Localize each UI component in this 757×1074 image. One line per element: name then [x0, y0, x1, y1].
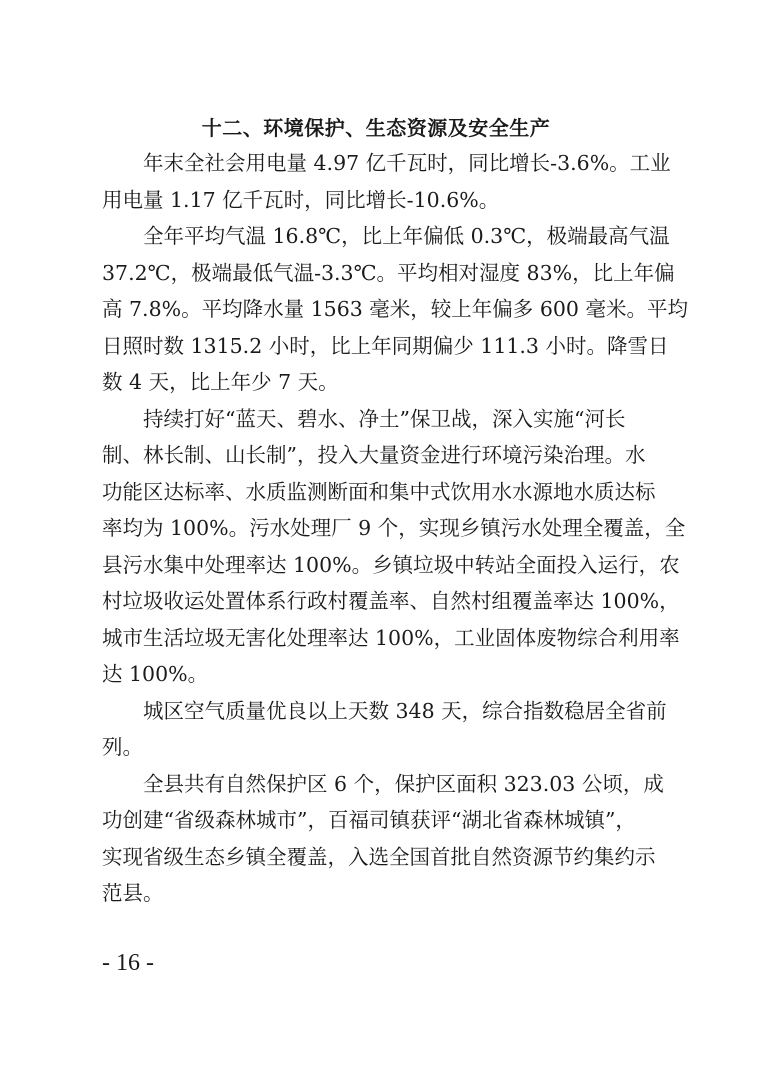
text-line: 功创建“省级森林城市”，百福司镇获评“湖北省森林城镇”， [102, 808, 636, 832]
paragraph-climate [102, 218, 688, 401]
text-line: 制、林长制、山长制”，投入大量资金进行环境污染治理。水 [102, 443, 646, 467]
text-line: 实现省级生态乡镇全覆盖，入选全国首批自然资源节约集约示 [102, 844, 656, 869]
text-line: 列。 [102, 735, 143, 759]
text-line: 用电量 1.17 亿千瓦时，同比增长-10.6%。 [102, 187, 500, 212]
text-line: 年末全社会用电量 4.97 亿千瓦时，同比增长-3.6%。工业 [143, 151, 671, 175]
text-line: 全县共有自然保护区 6 个，保护区面积 323.03 公顷，成 [143, 771, 664, 796]
text-line: 数 4 天，比上年少 7 天。 [102, 370, 339, 394]
body-text [102, 145, 688, 912]
paragraph-air-quality [102, 693, 667, 766]
text-line: 全年平均气温 16.8℃，比上年偏低 0.3℃，极端最高气温 [143, 224, 670, 248]
text-line: 范县。 [102, 881, 164, 905]
text-line: 达 100%。 [102, 662, 209, 686]
text-line: 县污水集中处理率达 100%。乡镇垃圾中转站全面投入运行，农 [102, 552, 680, 577]
text-line: 率均为 100%。污水处理厂 9 个，实现乡镇污水处理全覆盖，全 [102, 516, 686, 540]
paragraph-pollution-control [102, 401, 686, 693]
text-line: 城市生活垃圾无害化处理率达 100%，工业固体废物综合利用率 [102, 625, 680, 650]
text-line: 功能区达标率、水质监测断面和集中式饮用水水源地水质达标 [102, 479, 656, 504]
text-line: 37.2℃，极端最低气温-3.3℃。平均相对湿度 83%，比上年偏 [102, 260, 675, 285]
text-line: 持续打好“蓝天、碧水、净土”保卫战，深入实施“河长 [143, 406, 626, 431]
page-number: - 16 - [102, 950, 154, 976]
text-line: 城区空气质量优良以上天数 348 天，综合指数稳居全省前 [143, 698, 667, 723]
section-title: 十二、环境保护、生态资源及安全生产 [201, 116, 551, 140]
paragraph-nature-reserves [102, 766, 664, 912]
text-line: 村垃圾收运处置体系行政村覆盖率、自然村组覆盖率达 100%， [102, 589, 680, 613]
text-line: 日照时数 1315.2 小时，比上年同期偏少 111.3 小时。降雪日 [102, 333, 669, 358]
paragraph-electricity [102, 145, 671, 218]
text-line: 高 7.8%。平均降水量 1563 毫米，较上年偏多 600 毫米。平均 [102, 297, 688, 321]
